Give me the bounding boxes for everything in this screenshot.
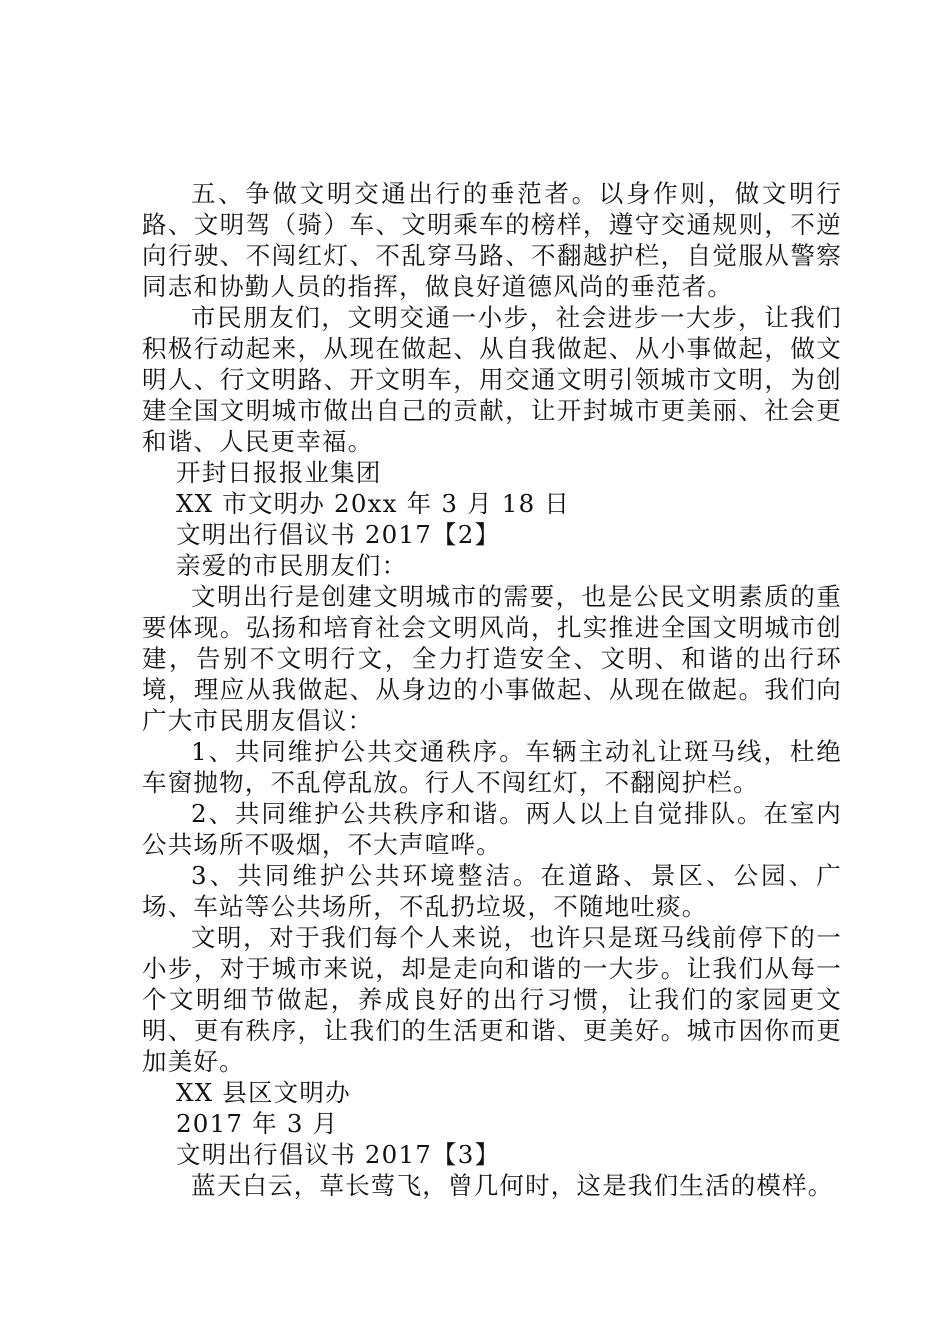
paragraph-item-3: 3、共同维护公共环境整洁。在道路、景区、公园、广场、车站等公共场所，不乱扔垃圾，不随地吐痰。 xyxy=(142,861,842,921)
signature-publisher: 开封日报报业集团 xyxy=(176,458,382,487)
paragraph-appeal: 市民朋友们，文明交通一小步，社会进步一大步，让我们积极行动起来，从现在做起、从自我做起、从小事做起，做文明人、行文明路、开文明车，用交通文明引领城市文明，为创建全国文明城市做出自己的贡献，让开封城市更美丽、社会更和谐、人民更幸福。 xyxy=(142,303,842,456)
paragraph-intro: 文明出行是创建文明城市的需要，也是公民文明素质的重要体现。弘扬和培育社会文明风尚，扎实推进全国文明城市创建，告别不文明行文，全力打造安全、文明、和谐的出行环境，理应从我做起、从身边的小事做起、从现在做起。我们向广大市民朋友倡议： xyxy=(142,582,842,735)
document-body xyxy=(142,178,842,1201)
signature-date: 2017 年 3 月 xyxy=(176,1109,339,1138)
signature-office-date: XX 市文明办 20xx 年 3 月 18 日 xyxy=(176,489,571,518)
signature-county-office: XX 县区文明办 xyxy=(176,1078,351,1107)
paragraph-exemplar: 五、争做文明交通出行的垂范者。以身作则，做文明行路、文明驾（骑）车、文明乘车的榜样，遵守交通规则，不逆向行驶、不闯红灯、不乱穿马路、不翻越护栏，自觉服从警察同志和协勤人员的指挥，做良好道德风尚的垂范者。 xyxy=(142,179,842,301)
paragraph-item-2: 2、共同维护公共秩序和谐。两人以上自觉排队。在室内公共场所不吸烟，不大声喧哗。 xyxy=(142,799,842,859)
section-title-3: 文明出行倡议书 2017【3】 xyxy=(176,1140,501,1169)
paragraph-opening-3: 蓝天白云，草长莺飞，曾几何时，这是我们生活的模样。 xyxy=(191,1171,834,1200)
paragraph-item-1: 1、共同维护公共交通秩序。车辆主动礼让斑马线，杜绝车窗抛物，不乱停乱放。行人不闯红灯，不翻阅护栏。 xyxy=(142,737,842,797)
salutation: 亲爱的市民朋友们： xyxy=(176,551,408,580)
paragraph-closing: 文明，对于我们每个人来说，也许只是斑马线前停下的一小步，对于城市来说，却是走向和谐的一大步。让我们从每一个文明细节做起，养成良好的出行习惯，让我们的家园更文明、更有秩序，让我们的生活更和谐、更美好。城市因你而更加美好。 xyxy=(142,923,842,1076)
section-title-2: 文明出行倡议书 2017【2】 xyxy=(176,520,501,549)
